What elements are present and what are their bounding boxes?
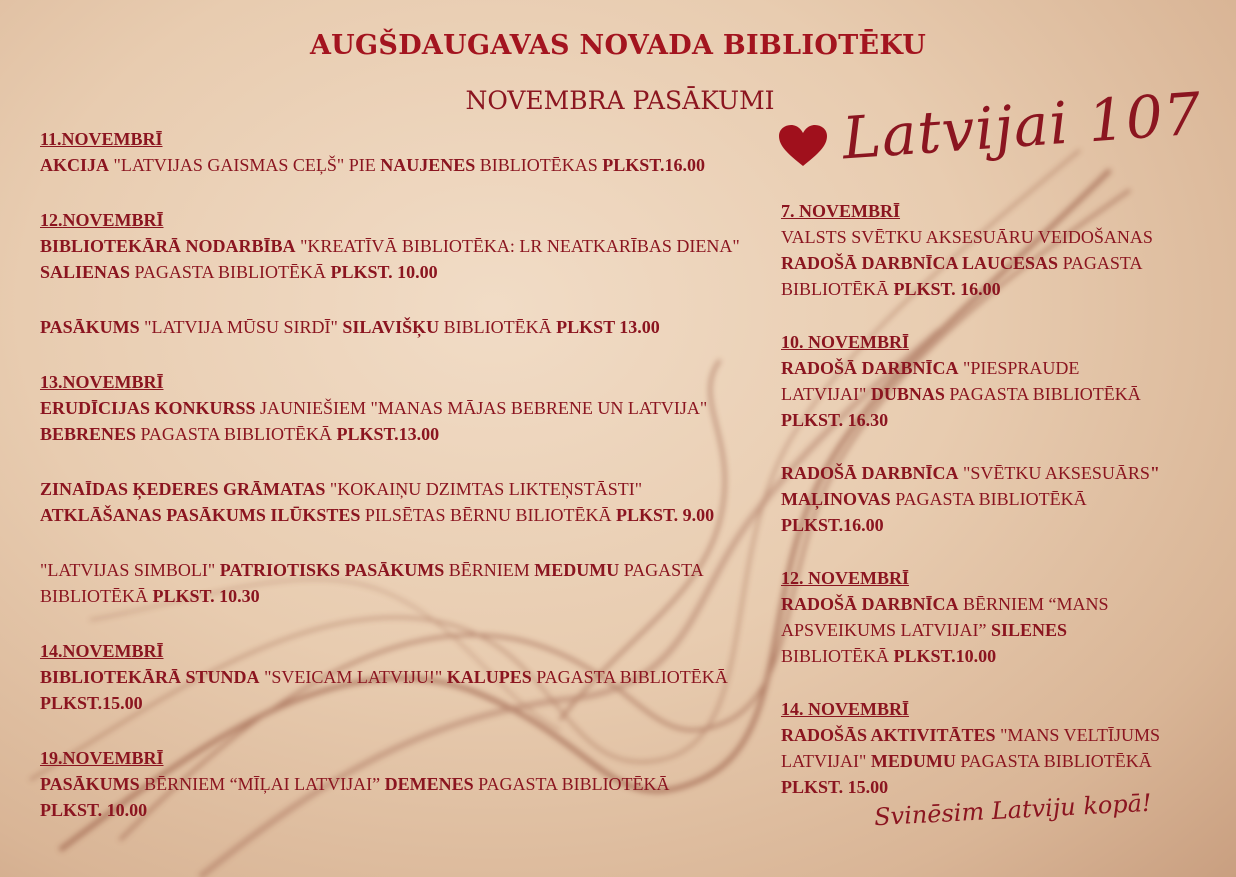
event-line bbox=[781, 276, 1211, 302]
event-text: "LATVIJA MŪSU SIRDĪ" bbox=[139, 317, 343, 337]
page-title: AUGŠDAUGAVAS NOVADA BIBLIOTĒKU bbox=[309, 30, 927, 61]
date-heading: 7. NOVEMBRĪ bbox=[781, 201, 901, 221]
event-text: "KOKAIŅU DZIMTAS LIKTEŅSTĀSTI" bbox=[325, 479, 643, 499]
event-line bbox=[40, 502, 765, 528]
bold-text: PLKST.16.00 bbox=[781, 515, 884, 535]
event-text: LATVIJAI" bbox=[781, 384, 871, 404]
event-entry bbox=[40, 664, 765, 716]
event-line bbox=[781, 748, 1211, 774]
bold-text: PLKST. 16.00 bbox=[893, 279, 1001, 299]
bold-text: ZINAĪDAS ĶEDERES GRĀMATAS bbox=[40, 479, 326, 499]
bold-text: ERUDĪCIJAS KONKURSS bbox=[40, 398, 256, 418]
bold-text: RADOŠĀS AKTIVITĀTES bbox=[781, 725, 996, 745]
event-entry bbox=[781, 591, 1211, 669]
event-text: LATVIJAI" bbox=[781, 751, 871, 771]
event-text: "MANS VELTĪJUMS bbox=[995, 725, 1160, 745]
bold-text: PLKST. 10.00 bbox=[330, 262, 438, 282]
event-entry bbox=[40, 233, 765, 285]
event-text: BIBLIOTĒKĀ bbox=[781, 279, 894, 299]
bold-text: RADOŠĀ DARBNĪCA LAUCESAS bbox=[781, 253, 1059, 273]
date-heading: 13.NOVEMBRĪ bbox=[40, 372, 164, 392]
bold-text: NAUJENES bbox=[380, 155, 476, 175]
bold-text: PLKST. 10.00 bbox=[40, 800, 148, 820]
event-entry bbox=[781, 224, 1211, 302]
bold-text: DEMENES bbox=[384, 774, 474, 794]
bold-text: PLKST. 10.30 bbox=[152, 586, 260, 606]
bold-text: BIBLIOTEKĀRĀ NODARBĪBA bbox=[40, 236, 296, 256]
bold-text: BIBLIOTEKĀRĀ STUNDA bbox=[40, 667, 260, 687]
event-line bbox=[781, 224, 1211, 250]
event-line bbox=[781, 643, 1211, 669]
event-line bbox=[781, 407, 1211, 433]
bold-text: PLKST.16.00 bbox=[602, 155, 705, 175]
event-text: APSVEIKUMS LATVIJAI” bbox=[781, 620, 991, 640]
event-entry bbox=[40, 314, 765, 340]
event-line bbox=[40, 583, 765, 609]
event-entry bbox=[781, 355, 1211, 433]
bold-text: PLKST 13.00 bbox=[556, 317, 660, 337]
event-line bbox=[40, 476, 765, 502]
event-text: JAUNIEŠIEM "MANAS MĀJAS BEBRENE UN LATVIJA" bbox=[255, 398, 708, 418]
bold-text: SILENES bbox=[991, 620, 1068, 640]
event-entry bbox=[40, 771, 765, 823]
event-line bbox=[40, 314, 765, 340]
page-subtitle: NOVEMBRA PASĀKUMI bbox=[465, 86, 775, 115]
event-line bbox=[40, 421, 765, 447]
bold-text: PLKST. 9.00 bbox=[615, 505, 715, 525]
bold-text: MEDUMU bbox=[534, 560, 620, 580]
event-line bbox=[40, 233, 765, 259]
bold-text: PATRIOTISKS PASĀKUMS bbox=[219, 560, 445, 580]
event-text: "KREATĪVĀ BIBLIOTĒKA: LR NEATKARĪBAS DIENA" bbox=[295, 236, 740, 256]
event-entry bbox=[781, 460, 1211, 538]
event-line bbox=[781, 460, 1211, 486]
left-column bbox=[40, 126, 765, 823]
bold-text: " bbox=[1149, 463, 1160, 483]
event-text: PAGASTA BIBLIOTĒKĀ bbox=[890, 489, 1087, 509]
bold-text: SALIENAS bbox=[40, 262, 131, 282]
bold-text: PLKST.10.00 bbox=[893, 646, 997, 666]
bold-text: PLKST.15.00 bbox=[40, 693, 143, 713]
event-text: PAGASTA BIBLIOTĒKĀ bbox=[944, 384, 1141, 404]
event-text: "LATVIJAS GAISMAS CEĻŠ" PIE bbox=[109, 155, 381, 175]
bold-text: AKCIJA bbox=[40, 155, 110, 175]
bold-text: DUBNAS bbox=[870, 384, 945, 404]
footer-slogan: Svinēsim Latviju kopā! bbox=[873, 788, 1153, 832]
event-entry bbox=[40, 152, 765, 178]
date-heading: 12.NOVEMBRĪ bbox=[40, 210, 164, 230]
date-heading: 11.NOVEMBRĪ bbox=[40, 129, 163, 149]
event-text: PAGASTA bbox=[1058, 253, 1143, 273]
event-text: PAGASTA BIBLIOTĒKĀ bbox=[955, 751, 1152, 771]
bold-text: PLKST. 15.00 bbox=[781, 777, 889, 797]
event-text: BIBLIOTĒKĀ bbox=[781, 646, 894, 666]
event-text: BĒRNIEM “MANS bbox=[958, 594, 1109, 614]
event-text: "PIESPRAUDE bbox=[958, 358, 1080, 378]
event-entry bbox=[40, 557, 765, 609]
bold-text: SILAVIŠĶU bbox=[342, 317, 440, 337]
event-text: PAGASTA BIBLIOTĒKĀ bbox=[136, 424, 337, 444]
event-line bbox=[40, 664, 765, 690]
event-line bbox=[781, 486, 1211, 512]
event-text: BĒRNIEM bbox=[444, 560, 535, 580]
bold-text: MEDUMU bbox=[870, 751, 956, 771]
event-line bbox=[40, 771, 765, 797]
event-text: VALSTS SVĒTKU AKSESUĀRU VEIDOŠANAS bbox=[781, 227, 1153, 247]
date-heading: 14. NOVEMBRĪ bbox=[781, 699, 910, 719]
bold-text: PLKST.13.00 bbox=[336, 424, 440, 444]
bold-text: PASĀKUMS bbox=[40, 774, 140, 794]
event-text: BIBLIOTĒKAS bbox=[475, 155, 603, 175]
right-column bbox=[781, 198, 1211, 800]
event-entry bbox=[40, 395, 765, 447]
event-line bbox=[40, 259, 765, 285]
event-line bbox=[781, 250, 1211, 276]
date-heading: 10. NOVEMBRĪ bbox=[781, 332, 910, 352]
bold-text: RADOŠĀ DARBNĪCA bbox=[781, 463, 959, 483]
event-line bbox=[781, 591, 1211, 617]
event-line bbox=[40, 797, 765, 823]
event-line bbox=[40, 395, 765, 421]
bold-text: BEBRENES bbox=[40, 424, 137, 444]
event-line bbox=[40, 690, 765, 716]
event-text: BIBLIOTĒKĀ bbox=[439, 317, 557, 337]
event-text: PAGASTA BIBLIOTĒKĀ bbox=[531, 667, 728, 687]
event-text: "SVĒTKU AKSESUĀRS bbox=[958, 463, 1150, 483]
event-entry bbox=[40, 476, 765, 528]
latvijai-107-script: Latvijai 107 bbox=[840, 79, 1204, 173]
date-heading: 14.NOVEMBRĪ bbox=[40, 641, 164, 661]
event-text: PAGASTA bbox=[619, 560, 704, 580]
event-text: "SVEICAM LATVIJU!" bbox=[259, 667, 447, 687]
event-text: "LATVIJAS SIMBOLI" bbox=[40, 560, 220, 580]
event-text: BIBLIOTĒKĀ bbox=[40, 586, 153, 606]
bold-text: MAĻINOVAS bbox=[781, 489, 891, 509]
bold-text: PLKST. 16.30 bbox=[781, 410, 889, 430]
event-line bbox=[781, 381, 1211, 407]
date-heading: 12. NOVEMBRĪ bbox=[781, 568, 910, 588]
event-line bbox=[40, 557, 765, 583]
event-text: PILSĒTAS BĒRNU BILIOTĒKĀ bbox=[360, 505, 616, 525]
bold-text: KALUPES bbox=[446, 667, 532, 687]
event-line bbox=[781, 617, 1211, 643]
event-line bbox=[781, 512, 1211, 538]
bold-text: PASĀKUMS bbox=[40, 317, 140, 337]
event-text: BĒRNIEM “MĪĻAI LATVIJAI” bbox=[139, 774, 385, 794]
bold-text: ATKLĀŠANAS PASĀKUMS ILŪKSTES bbox=[40, 505, 361, 525]
bold-text: RADOŠĀ DARBNĪCA bbox=[781, 358, 959, 378]
date-heading: 19.NOVEMBRĪ bbox=[40, 748, 164, 768]
event-text: PAGASTA BIBLIOTĒKĀ bbox=[473, 774, 670, 794]
event-line bbox=[40, 152, 765, 178]
event-line bbox=[781, 355, 1211, 381]
bold-text: RADOŠĀ DARBNĪCA bbox=[781, 594, 959, 614]
heart-icon bbox=[778, 124, 828, 168]
event-text: PAGASTA BIBLIOTĒKĀ bbox=[130, 262, 331, 282]
event-line bbox=[781, 722, 1211, 748]
